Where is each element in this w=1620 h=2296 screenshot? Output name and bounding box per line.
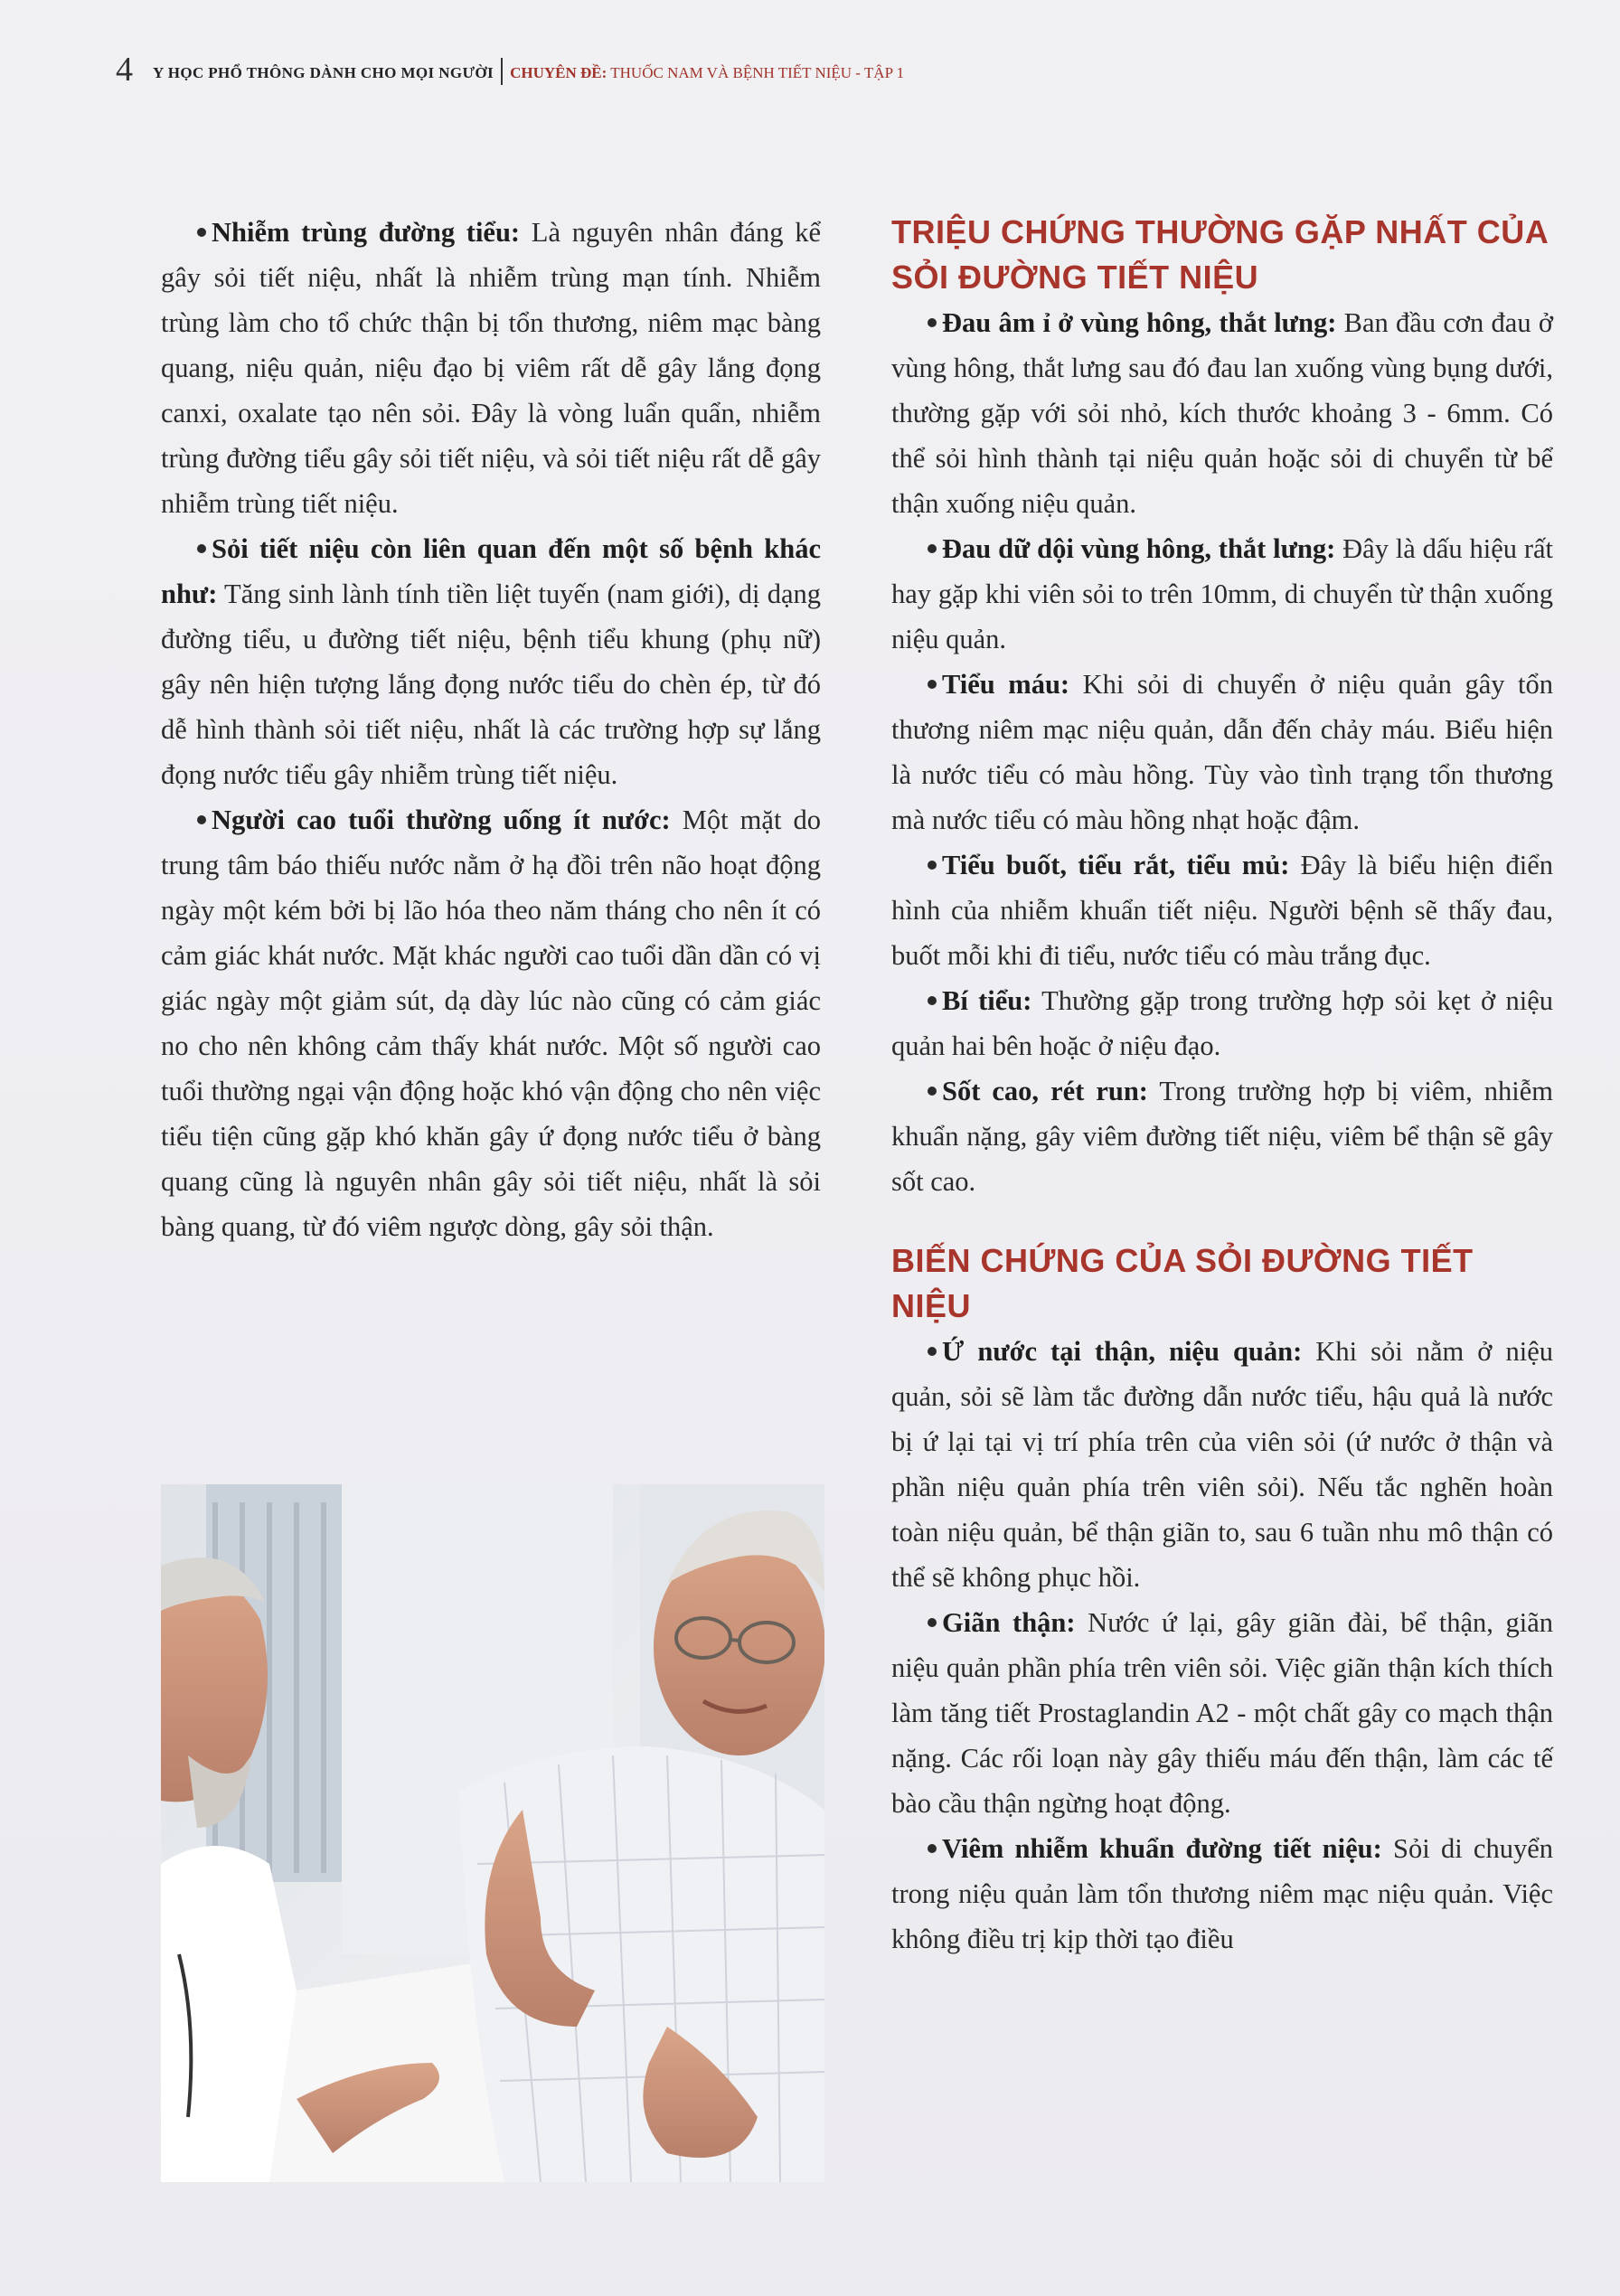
page-number: 4 [116, 51, 133, 89]
paragraph [891, 1329, 1553, 1600]
header-topic-label: CHUYÊN ĐỀ: [510, 64, 608, 81]
paragraph [891, 842, 1553, 978]
paragraph-text: Đây là dấu hiệu rất hay gặp khi viên sỏi to trên 10mm, di chuyển từ thận xuống niệu quản. [891, 533, 1553, 654]
paragraph [891, 526, 1553, 662]
bullet-icon [928, 1618, 937, 1627]
bullet-icon [928, 680, 937, 689]
doctor-patient-photo [161, 1484, 824, 2182]
left-column [161, 210, 821, 1249]
paragraph-text: Khi sỏi nằm ở niệu quản, sỏi sẽ làm tắc đường dẫn nước tiểu, hậu quả là nước bị ứ lại tại vị trí phía trên của viên sỏi (ứ nước ở thận và phần niệu quản phía trên viên sỏi). Nếu tắc nghẽn hoàn toàn niệu quản, bể thận giãn to, sau 6 tuần nhu mô thận có thể sẽ không phục hồi. [891, 1336, 1553, 1593]
paragraph-lead: Đau âm ỉ ở vùng hông, thắt lưng: [942, 307, 1337, 338]
bullet-icon [928, 861, 937, 870]
paragraph-text: Sỏi di chuyển trong niệu quản làm tổn thương niêm mạc niệu quản. Việc không điều trị kịp thời tạo điều [891, 1833, 1553, 1954]
paragraph-lead: Tiểu máu: [942, 669, 1070, 700]
running-header [116, 42, 1526, 87]
paragraph [161, 797, 821, 1249]
paragraph-lead: Sỏi tiết niệu còn liên quan đến một số bệnh khác như: [161, 533, 821, 609]
section-title-symptoms: TRIỆU CHỨNG THƯỜNG GẶP NHẤT CỦA SỎI ĐƯỜNG TIẾT NIỆU [891, 213, 1548, 296]
paragraph-lead: Sốt cao, rét run: [942, 1076, 1148, 1106]
paragraph-text: Trong trường hợp bị viêm, nhiễm khuẩn nặng, gây viêm đường tiết niệu, viêm bể thận sẽ gây sốt cao. [891, 1076, 1553, 1197]
paragraph [891, 978, 1553, 1068]
bullet-icon [197, 228, 206, 237]
paragraph [891, 662, 1553, 842]
right-column [891, 210, 1553, 1962]
paragraph-lead: Viêm nhiễm khuẩn đường tiết niệu: [942, 1833, 1382, 1864]
paragraph-text: Ban đầu cơn đau ở vùng hông, thắt lưng sau đó đau lan xuống vùng bụng dưới, thường gặp với sỏi nhỏ, kích thước khoảng 3 - 6mm. Có thể sỏi hình thành tại niệu quản hoặc sỏi di chuyển từ bể thận xuống niệu quản. [891, 307, 1554, 519]
paragraph-lead: Đau dữ dội vùng hông, thắt lưng: [942, 533, 1336, 564]
paragraph-lead: Bí tiểu: [942, 985, 1032, 1016]
paragraph-text: Một mặt do trung tâm báo thiếu nước nằm ở hạ đồi trên não hoạt động ngày một kém bởi bị lão hóa theo năm tháng cho nên ít có cảm giác khát nước. Mặt khác người cao tuổi dần dần có vị giác ngày một giảm sút, dạ dày lúc nào cũng có cảm giác no cho nên không cảm thấy khát nước. Một số người cao tuổi thường ngại vận động hoặc khó vận động cho nên việc tiểu tiện cũng gặp khó khăn gây ứ đọng nước tiểu ở bàng quang cũng là nguyên nhân gây sỏi tiết niệu, nhất là sỏi bàng quang, từ đó viêm ngược dòng, gây sỏi thận. [161, 805, 821, 1242]
paragraph [891, 1826, 1553, 1962]
paragraph-text: Nước ứ lại, gây giãn đài, bể thận, giãn niệu quản phần phía trên viên sỏi. Việc giãn thận kích thích làm tăng tiết Prostaglandin A2 - một chất gây co mạch thận nặng. Các rối loạn này gây thiếu máu đến thận, làm các tế bào cầu thận ngừng hoạt động. [891, 1607, 1554, 1819]
bullet-icon [928, 996, 937, 1005]
header-divider [501, 58, 503, 85]
paragraph-lead: Nhiễm trùng đường tiểu: [212, 217, 521, 248]
header-series-title: Y HỌC PHỔ THÔNG DÀNH CHO MỌI NGƯỜI [153, 64, 494, 81]
section-title-complications: BIẾN CHỨNG CỦA SỎI ĐƯỜNG TIẾT NIỆU [891, 1242, 1474, 1324]
bullet-icon [197, 544, 206, 553]
bullet-icon [197, 815, 206, 824]
paragraph [161, 210, 821, 526]
bullet-icon [928, 544, 937, 553]
paragraph-text: Khi sỏi di chuyển ở niệu quản gây tổn thương niêm mạc niệu quản, dẫn đến chảy máu. Biểu hiện là nước tiểu có màu hồng. Tùy vào tình trạng tổn thương mà nước tiểu có màu hồng nhạt hoặc đậm. [891, 669, 1553, 835]
paragraph [891, 1068, 1553, 1204]
bullet-icon [928, 1087, 937, 1096]
paragraph-text: Đây là biểu hiện điển hình của nhiễm khuẩn tiết niệu. Người bệnh sẽ thấy đau, buốt mỗi khi đi tiểu, nước tiểu có màu trắng đục. [891, 850, 1553, 971]
paragraph-lead: Tiểu buốt, tiểu rắt, tiểu mủ: [942, 850, 1290, 880]
bullet-icon [928, 318, 937, 327]
paragraph [891, 1600, 1553, 1826]
paragraph [161, 526, 821, 797]
paragraph-lead: Giãn thận: [942, 1607, 1076, 1638]
paragraph-text: Thường gặp trong trường hợp sỏi kẹt ở niệu quản hai bên hoặc ở niệu đạo. [891, 985, 1553, 1061]
paragraph-lead: Người cao tuổi thường uống ít nước: [212, 805, 671, 835]
header-topic: THUỐC NAM VÀ BỆNH TIẾT NIỆU - TẬP 1 [610, 64, 905, 81]
bullet-icon [928, 1347, 937, 1356]
paragraph-lead: Ứ nước tại thận, niệu quản: [942, 1336, 1303, 1367]
paragraph-text: Là nguyên nhân đáng kể gây sỏi tiết niệu, nhất là nhiễm trùng mạn tính. Nhiễm trùng làm cho tổ chức thận bị tổn thương, niêm mạc bàng quang, niệu quản, niệu đạo bị viêm rất dễ gây lắng đọng canxi, oxalate tạo nên sỏi. Đây là vòng luẩn quẩn, nhiễm trùng đường tiểu gây sỏi tiết niệu, và sỏi tiết niệu rất dễ gây nhiễm trùng tiết niệu. [161, 217, 821, 519]
paragraph [891, 300, 1553, 526]
bullet-icon [928, 1844, 937, 1853]
section-spacer [891, 1204, 1553, 1238]
paragraph-text: Tăng sinh lành tính tiền liệt tuyến (nam giới), dị dạng đường tiểu, u đường tiết niệu, bệnh tiểu khung (phụ nữ) gây nên hiện tượng lắng đọng nước tiểu do chèn ép, từ đó dễ hình thành sỏi tiết niệu, nhất là các trường hợp sự lắng đọng nước tiểu gây nhiễm trùng tiết niệu. [161, 579, 821, 790]
